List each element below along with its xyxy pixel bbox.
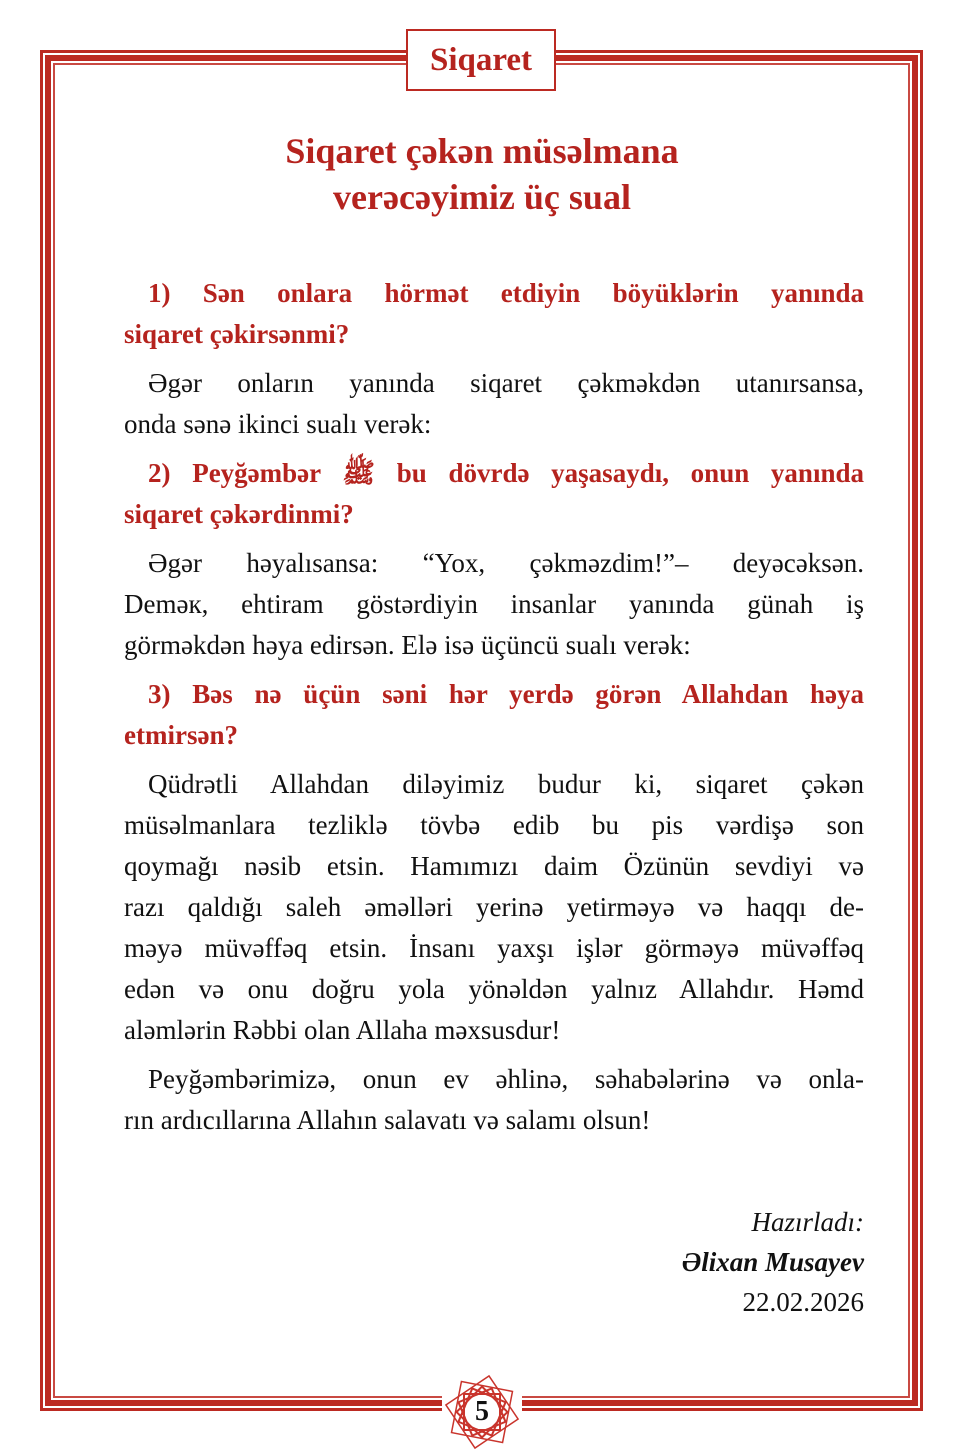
section-tab bbox=[406, 29, 556, 91]
text-line: qoymağı nəsib etsin. Hamımızı daim Özünün sevdiyi və bbox=[124, 851, 864, 881]
text-line: onda sənə ikinci sualı verək: bbox=[124, 409, 432, 439]
article-body bbox=[124, 273, 864, 1141]
page-number-badge bbox=[442, 1372, 522, 1452]
paragraph-1 bbox=[124, 363, 864, 445]
text-line: görməkdən həya edirsən. Elə isə üçüncü sualı verək: bbox=[124, 630, 691, 660]
text-line: 3) Bəs nə üçün səni hər yerdə görən Allahdan həya bbox=[148, 679, 864, 709]
signature-date: 22.02.2026 bbox=[742, 1287, 864, 1317]
text-line: siqaret çəkirsənmi? bbox=[124, 319, 350, 349]
paragraph-4 bbox=[124, 1059, 864, 1141]
text-line: rın ardıcıllarına Allahın salavatı və salamı olsun! bbox=[124, 1105, 651, 1135]
text-line: Peyğəmbərimizə, onun ev əhlinə, səhabələrinə və onla- bbox=[148, 1064, 864, 1094]
question-1 bbox=[124, 273, 864, 355]
text-line: Əgər onların yanında siqaret çəkməkdən utanırsansa, bbox=[148, 368, 864, 398]
text-line: 2) Peyğəmbər ﷺ bu dövrdə yaşasaydı, onun yanında bbox=[148, 458, 864, 488]
text-line: Deməк, ehtiram göstərdiyin insanlar yanında günah iş bbox=[124, 589, 864, 619]
text-line: etmirsən? bbox=[124, 720, 238, 750]
text-line: 1) Sən onlara hörmət etdiyin böyüklərin yanında bbox=[148, 278, 864, 308]
page-number: 5 bbox=[475, 1396, 489, 1427]
page-title-line-2: verəcəyimiz üç sual bbox=[333, 177, 631, 217]
text-line: siqaret çəkərdinmi? bbox=[124, 499, 354, 529]
page-title-line-1: Siqaret çəkən müsəlmana bbox=[285, 131, 679, 171]
text-line: edən və onu doğru yola yönəldən yalnız Allahdır. Həmd bbox=[124, 974, 864, 1004]
paragraph-2 bbox=[124, 543, 864, 666]
text-line: müsəlmanlara tezliklə tövbə edib bu pis vərdişə son bbox=[124, 810, 864, 840]
text-line: məyə müvəffəq etsin. İnsanı yaxşı işlər görməyə müvəffəq bbox=[124, 933, 864, 963]
question-3 bbox=[124, 674, 864, 756]
text-line: Qüdrətli Allahdan diləyimiz budur ki, siqaret çəkən bbox=[148, 769, 864, 799]
section-tab-label: Siqaret bbox=[429, 41, 533, 78]
signature-label: Hazırladı: bbox=[751, 1207, 864, 1237]
text-line: Əgər həyalısansa: “Yox, çəkməzdim!”– deyəcəksən. bbox=[148, 548, 864, 578]
page-title bbox=[124, 128, 840, 220]
text-line: razı qaldığı saleh əməlləri yerinə yetirməyə və haqqı de- bbox=[124, 892, 864, 922]
text-line: aləmlərin Rəbbi olan Allaha məxsusdur! bbox=[124, 1015, 561, 1045]
signature-author: Əlixan Musayev bbox=[681, 1247, 864, 1277]
signature-block bbox=[682, 1202, 864, 1322]
paragraph-3 bbox=[124, 764, 864, 1051]
question-2 bbox=[124, 453, 864, 535]
